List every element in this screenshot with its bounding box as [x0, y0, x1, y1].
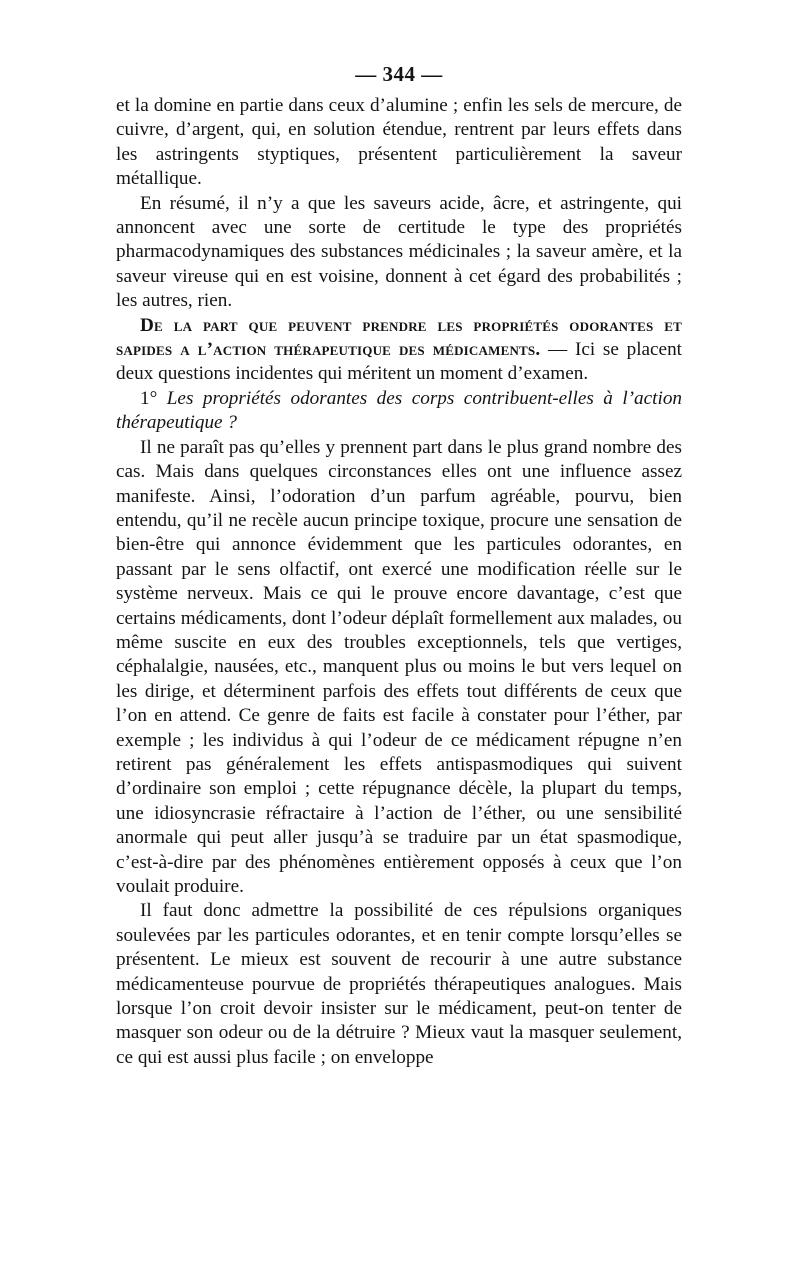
- section-heading: De la part que peuvent prendre les propriétés odorantes et sapides a l’action thérapeutique des médicaments.: [116, 314, 682, 361]
- paragraph-masking-odor: Il faut donc admettre la possibilité de ces répulsions organiques soulevées par les particules odorantes, et en tenir compte lorsqu’elles se présentent. Le mieux est souvent de recourir à une autre substance médicamenteuse pourvue de propriétés thérapeutiques analogues. Mais lorsque l’on croit devoir insister sur le médicament, peut-on tenter de masquer son odeur ou de la détruire ? Mieux vaut la masquer seulement, ce qui est aussi plus facile ; on enveloppe: [116, 900, 682, 1068]
- question-text: Les propriétés odorantes des corps contribuent-elles à l’action thérapeutique ?: [116, 387, 683, 434]
- question-heading: [116, 387, 682, 436]
- paragraph-odorant-influence: Il ne paraît pas qu’elles y prennent part dans le plus grand nombre des cas. Mais dans quelques circonstances elles ont une influence assez manifeste. Ainsi, l’odoration d’un parfum agréable, pourvu, bien entendu, qu’il ne recèle aucun principe toxique, procure une sensation de bien-être qui annonce évidemment que les particules odorantes, en passant par le sens olfactif, ont exercé une modification réelle sur le système nerveux. Mais ce qui le prouve encore davantage, c’est que certains médicaments, dont l’odeur déplaît formellement aux malades, ou même suscite en eux des troubles exceptionnels, tels que vertiges, céphalalgie, nausées, etc., manquent plus ou moins le but vers lequel on les dirige, et déterminent parfois des effets tout différents de ceux que l’on en attend. Ce genre de faits est facile à constater pour l’éther, par exemple ; les individus à qui l’odeur de ce médicament répugne n’en retirent pas généralement les effets antispasmodiques qui suivent d’ordinaire son emploi ; cette répugnance décèle, la plupart du temps, une idiosyncrasie réfractaire à l’action de l’éther, ou une sensibilité anormale qui peut aller jusqu’à se traduire par un état spasmodique, c’est-à-dire par des phénomènes entièrement opposés à ceux que l’on voulait produire.: [116, 436, 682, 897]
- paragraph-summary: En résumé, il n’y a que les saveurs acide, âcre, et astringente, qui annoncent avec une sorte de certitude le type des propriétés pharmacodynamiques des substances médicinales ; la saveur amère, et la saveur vireuse qui en est voisine, donnent à cet égard des probabilités ; les autres, rien.: [116, 192, 682, 312]
- section-paragraph: [116, 314, 682, 387]
- question-number: 1°: [140, 387, 158, 409]
- paragraph-continuation: et la domine en partie dans ceux d’alumine ; enfin les sels de mercure, de cuivre, d’argent, qui, en solution étendue, rentrent par leurs effets dans les astringents styptiques, présentent particulièrement la saveur métallique.: [116, 95, 682, 190]
- section-intro: — Ici se placent deux questions incidentes qui méritent un moment d’examen.: [116, 339, 682, 385]
- page-number: — 344 —: [355, 62, 443, 86]
- book-page: [116, 58, 682, 1070]
